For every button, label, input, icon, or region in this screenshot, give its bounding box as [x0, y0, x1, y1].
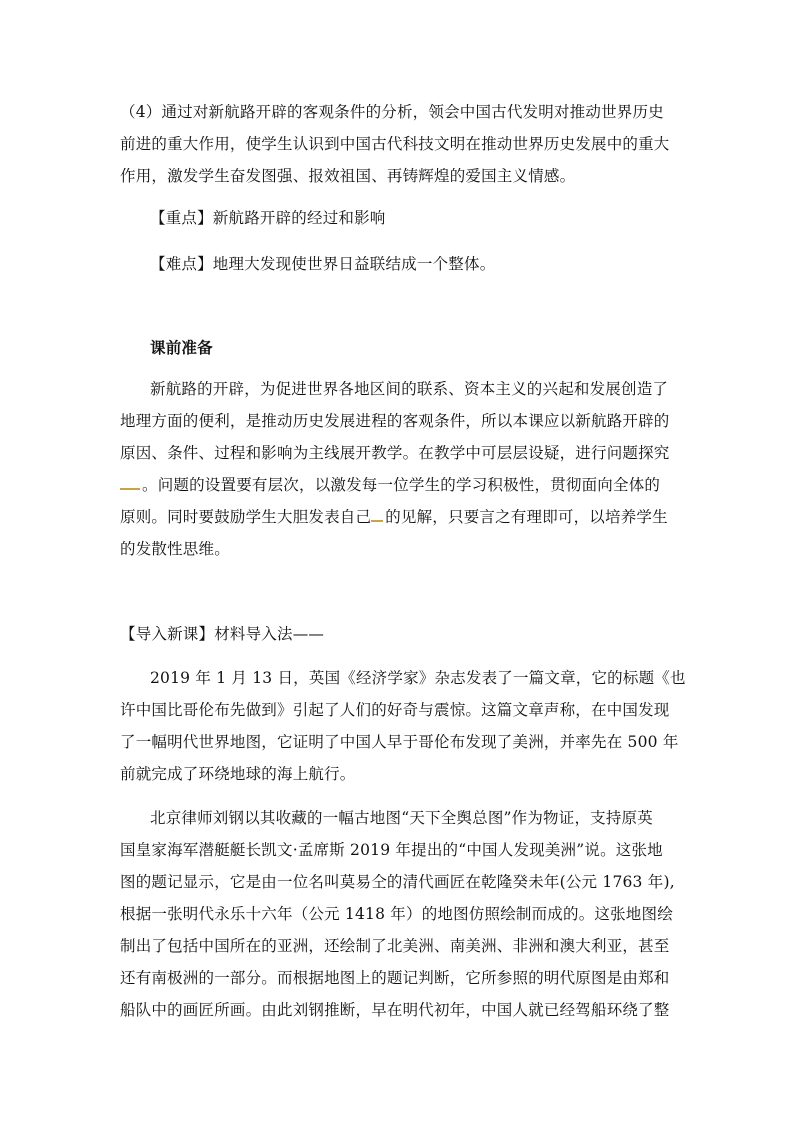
text-line: 国皇家海军潜艇艇长凯文·孟席斯 2019 年提出的“中国人发现美洲”说。这张地 — [120, 841, 663, 859]
revision-mark — [371, 519, 383, 522]
difficult-point — [120, 248, 680, 280]
prep-section — [120, 332, 680, 364]
text-line: 图的题记显示，它是由一位名叫莫易仝的清代画匠在乾隆癸未年(公元 1763 年), — [120, 873, 675, 891]
difficult-point-text: 【难点】地理大发现使世界日益联结成一个整体。 — [150, 255, 496, 273]
text-line: 根据一张明代永乐十六年（公元 1418 年）的地图仿照绘制而成的。这张地图绘 — [120, 905, 673, 923]
section-heading: 【导入新课】材料导入法—— — [120, 625, 325, 643]
text-line: 原因、条件、过程和影响为主线展开教学。在教学中可层层设疑，进行问题探究 — [120, 444, 670, 462]
text-line: 了一幅明代世界地图，它证明了中国人早于哥伦布发现了美洲，并率先在 500 年 — [120, 733, 679, 751]
intro-paragraph-1 — [120, 662, 686, 790]
text-line: 地理方面的便利，是推动历史发展进程的客观条件，所以本课应以新航路开辟的 — [120, 412, 670, 430]
text-span: 原则。同时要鼓励学生大胆发表自己 — [120, 508, 372, 526]
text-line: 船队中的画匠所画。由此刘钢推断，早在明代初年，中国人就已经驾船环绕了整 — [120, 1001, 670, 1019]
text-line: 前就完成了环绕地球的海上航行。 — [120, 765, 356, 783]
text-line: 许中国比哥伦布先做到》引起了人们的好奇与震惊。这篇文章声称，在中国发现 — [120, 701, 670, 719]
text-line: 的发散性思维。 — [120, 540, 230, 558]
objective-4 — [120, 96, 680, 192]
text-span: 的见解，只要言之有理即可，以培养学生 — [385, 508, 668, 526]
intro-paragraph-2 — [120, 802, 680, 1026]
text-span: 。问题的设置要有层次，以激发每一位学生的学习积极性，贯彻面向全体的 — [142, 476, 661, 494]
key-point-text: 【重点】新航路开辟的经过和影响 — [150, 209, 386, 227]
text-line: 北京律师刘钢以其收藏的一幅古地图“天下全舆总图”作为物证，支持原英 — [150, 809, 653, 827]
text-line: 制出了包括中国所在的亚洲，还绘制了北美洲、南美洲、非洲和澳大利亚，甚至 — [120, 937, 670, 955]
text-line: 作用，激发学生奋发图强、报效祖国、再铸辉煌的爱国主义情感。 — [120, 167, 576, 185]
text-line: 还有南极洲的一部分。而根据地图上的题记判断，它所参照的明代原图是由郑和 — [120, 969, 670, 987]
prep-body — [120, 373, 680, 565]
intro-heading — [120, 618, 680, 650]
text-line: 新航路的开辟，为促进世界各地区间的联系、资本主义的兴起和发展创造了 — [150, 380, 669, 398]
revision-mark — [120, 487, 140, 490]
text-line — [120, 501, 680, 533]
text-line: 2019 年 1 月 13 日，英国《经济学家》杂志发表了一篇文章，它的标题《也 — [150, 669, 686, 687]
text-line: （4）通过对新航路开辟的客观条件的分析，领会中国古代发明对推动世界历史 — [120, 103, 664, 121]
text-line — [120, 469, 680, 501]
key-point — [120, 202, 680, 234]
section-heading: 课前准备 — [150, 338, 213, 357]
text-line: 前进的重大作用，使学生认识到中国古代科技文明在推动世界历史发展中的重大 — [120, 135, 670, 153]
